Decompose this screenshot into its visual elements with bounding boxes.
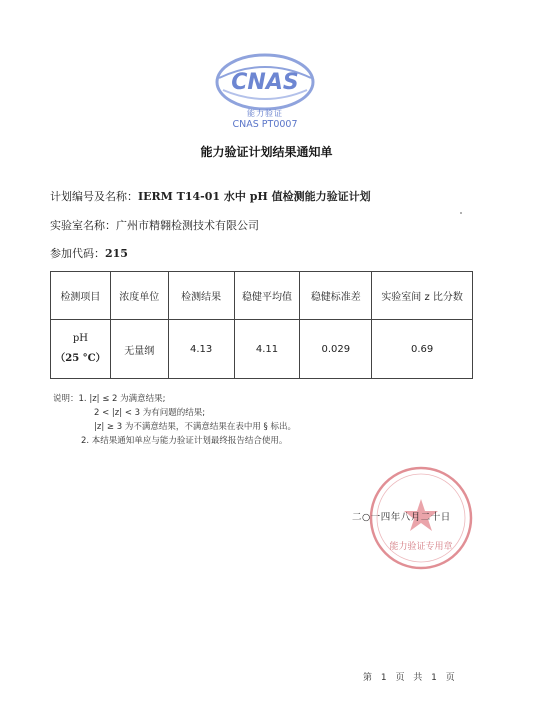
header-robust-mean: 稳健平均值 xyxy=(234,272,300,320)
cnas-logo-mark xyxy=(205,52,325,112)
note-1-text: 1. |z| ≤ 2 为满意结果; xyxy=(78,394,166,404)
note-2: 2. 本结果通知单应与能力验证计划最终报告结合使用。 xyxy=(81,436,288,446)
cnas-logo xyxy=(205,52,325,134)
lab-label: 实验室名称： xyxy=(50,219,116,232)
cell-robust-sd: 0.029 xyxy=(300,320,372,379)
lab-value: 广州市精翱检测技术有限公司 xyxy=(116,219,259,232)
code-label: 参加代码： xyxy=(50,247,105,260)
item-line2: （25 °C） xyxy=(55,353,106,364)
note-1b: 2 < |z| < 3 为有问题的结果; xyxy=(94,408,206,418)
plan-value: IERM T14-01 水中 pH 值检测能力验证计划 xyxy=(138,190,371,203)
logo-mark-text: CNAS xyxy=(231,70,299,95)
note-1 xyxy=(53,392,296,406)
table-header-row xyxy=(51,272,473,320)
header-result: 检测结果 xyxy=(168,272,234,320)
header-z-score: 实验室间 z 比分数 xyxy=(372,272,473,320)
issue-date: 二○一四年八月二十日 xyxy=(352,512,451,523)
scan-speck xyxy=(460,212,462,214)
notes xyxy=(53,392,296,448)
cell-z-score: 0.69 xyxy=(372,320,473,379)
cell-result: 4.13 xyxy=(168,320,234,379)
page-footer: 第 1 页 共 1 页 xyxy=(363,673,455,683)
cell-robust-mean: 4.11 xyxy=(234,320,300,379)
plan-label: 计划编号及名称： xyxy=(50,190,138,203)
logo-subtitle: 能力验证 xyxy=(247,109,283,118)
table-row xyxy=(51,320,473,379)
header-unit: 浓度单位 xyxy=(110,272,168,320)
header-robust-sd: 稳健标准差 xyxy=(300,272,372,320)
item-line1: pH xyxy=(72,333,88,344)
note-1c: |z| ≥ 3 为不满意结果，不满意结果在表中用 § 标出。 xyxy=(94,422,296,432)
cell-unit: 无量纲 xyxy=(110,320,168,379)
logo-program-code: CNAS PT0007 xyxy=(232,119,298,130)
header-item: 检测项目 xyxy=(51,272,111,320)
seal-text: 能力验证专用章 xyxy=(389,542,453,552)
results-table xyxy=(50,271,473,379)
cell-item xyxy=(51,320,111,379)
code-line xyxy=(50,245,128,261)
code-value: 215 xyxy=(105,247,128,260)
plan-line xyxy=(50,188,371,204)
lab-line xyxy=(50,217,259,233)
page-title: 能力验证计划结果通知单 xyxy=(200,145,333,159)
notes-prefix: 说明： xyxy=(53,394,79,404)
